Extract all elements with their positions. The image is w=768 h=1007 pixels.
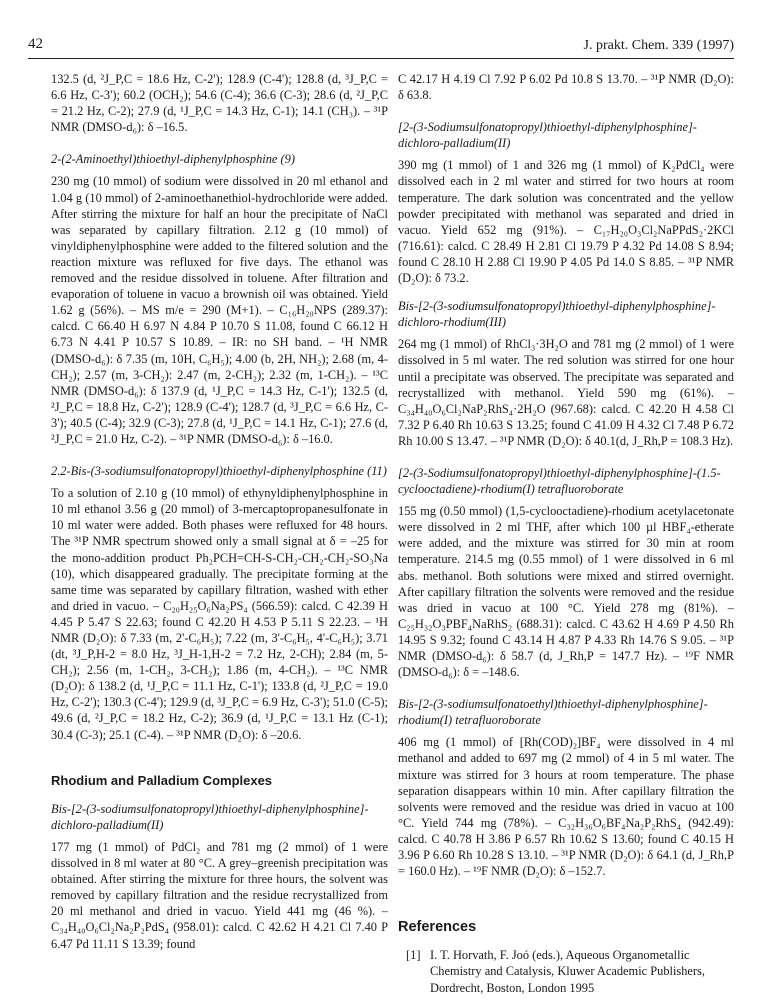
subsection-body: 177 mg (1 mmol) of PdCl₂ and 781 mg (2 mmol) of 1 were dissolved in 8 ml water at 80 °C. A grey–greenish precipitation was obtained. After stirring the mixture for three hours, the solvent was removed by capillary filtration and the residue recrystallized from 20 ml methanol and dried in vacuo. Yield 441 mg (46 %). – C₃₄H₄₀O₆Cl₂Na₂P₂PdS₄ (958.01): calcd. C 42.62 H 4.21 Cl 7.40 P 6.47 Pd 11.11 S 13.39; found	[51, 839, 388, 951]
running-title: J. prakt. Chem. 339 (1997)	[583, 38, 734, 53]
reference-text: I. T. Horvath, F. Joó (eds.), Aqueous Organometallic Chemistry and Catalysis, Kluwer Academic Publishers, Dordrecht, Boston, London 1995	[430, 948, 705, 995]
subsection-body: 264 mg (1 mmol) of RhCl₃·3H₂O and 781 mg (2 mmol) of 1 were dissolved in 5 ml water. The red solution was stirred for one hour until a precipitate was observed. The precipitate was separated and recrystallized with methanol. Yield 590 mg (61%). – C₃₄H₄₀O₆Cl₂NaP₂RhS₄·2H₂O (967.68): calcd. C 42.20 H 4.58 Cl 7.32 P 6.40 Rh 10.63 S 13.25; found C 41.09 H 4.32 Cl 7.48 P 6.72 Rh 10.00 S 13.47. – ³¹P NMR (D₂O): δ 40.1(d, J_Rh,P = 108.3 Hz).	[398, 337, 734, 448]
subsection-title: 2-(2-Aminoethyl)thioethyl-diphenylphosphine (9)	[51, 152, 295, 167]
continued-paragraph: C 42.17 H 4.19 Cl 7.92 P 6.02 Pd 10.8 S 13.70. – ³¹P NMR (D₂O): δ 63.8.	[398, 72, 734, 103]
subsection-title: [2-(3-Sodiumsulfonatopropyl)thioethyl-diphenylphosphine]-dichloro-palladium(II)	[398, 120, 697, 151]
page-number: 42	[28, 36, 43, 52]
reference-number: [1]	[406, 948, 421, 963]
right-column	[398, 71, 734, 996]
section-heading: Rhodium and Palladium Complexes	[51, 772, 273, 788]
left-column	[51, 71, 388, 952]
subsection-title: [2-(3-Sodiumsulfonatopropyl)thioethyl-diphenylphosphine]-(1.5-cyclooctadiene)-rhodium(I) tetrafluoroborate	[398, 465, 721, 497]
references-heading: References	[398, 919, 477, 936]
subsection-body: To a solution of 2.10 g (10 mmol) of ethynyldiphenylphosphine in 10 ml ethanol 3.56 g (20 mmol) of 3-mercaptopropanesulfonate in 10 ml water were added. Both phases were refluxed for 48 hours. The ³¹P NMR spectrum showed only a small signal at δ = –25 for the mono-addition product Ph₂PCH=CH-S-CH₂-CH₂-CH₂-SO₃Na (10), which disappeared gradually. The precipitate forming at the same time was separated by capillary filtration, washed with ether and dried in vacuo. – C₂₀H₂₅O₆Na₂PS₄ (566.59): calcd. C 42.39 H 4.45 P 5.47 S 22.63; found C 42.20 H 4.53 P 5.11 S 22.23. – ¹H NMR (D₂O): δ 7.33 (m, 2'-C₆H₅); 7.22 (m, 3'-C₆H₅, 4'-C₆H₅); 3.71 (dt, ³J_P,H-2 = 8.0 Hz, ³J_H-1,H-2 = 7.2 Hz, 2-CH); 2.84 (m, 5-CH₂); 2.56 (m, 1-CH₂, 3-CH₂); 1.86 (m, 4-CH₂). – ¹³C NMR (D₂O): δ 138.2 (d, ¹J_P,C = 11.1 Hz, C-1'); 133.8 (d, ²J_P,C = 19.0 Hz, C-2'); 130.3 (C-4'); 129.9 (d, ³J_P,C = 6.9 Hz, C-3'); 51.0 (C-5); 49.6 (d, ²J_P,C = 18.2 Hz, C-2); 36.9 (d, ¹J_P,C = 13.1 Hz (C-1); 30.4 (C-3); 25.1 (C-4). – ³¹P NMR (D₂O): δ –20.6.	[51, 486, 388, 742]
header-rule	[28, 58, 734, 59]
subsection-body: 406 mg (1 mmol) of [Rh(COD)₂]BF₄ were dissolved in 4 ml methanol and added to 697 mg (2 mmol) of 4 in 5 ml water. The mixture was stirred for 3 hours at room temperature. The phase separation disappears within 10 min. After capillary filtration the solvents were removed and the residue was dried in vacuo at 100 °C. Yield 744 mg (78%). – C₃₂H₃₆O₆BF₄Na₂P₂RhS₄ (942.49): calcd. C 40.78 H 3.86 P 6.57 Rh 10.62 S 13.60; found C 40.15 H 3.96 P 6.60 Rh 10.28 S 13.10. – ³¹P NMR (D₂O): δ 64.1 (d, J_Rh,P = 160.0 Hz). – ¹⁹F NMR (D₂O): δ –152.7.	[398, 735, 734, 879]
reference-item	[398, 947, 734, 995]
subsection-body: 230 mg (10 mmol) of sodium were dissolved in 20 ml ethanol and 1.04 g (10 mmol) of 2-aminoethanethiol-hydrochloride were added. After stirring the mixture for half an hour the precipitate of NaCl was separated by capillary filtration. 2.12 g (10 mmol) of vinyldiphenylphosphine were added to the filtered solution and the reaction mixture was refluxed for five days. The ethanol was removed and the residue dissolved in toluene. After filtration and evaporation of toluene in vacuo a brownish oil was obtained. Yield 1.62 g (56%). – MS m/e = 290 (M+1). – C₁₆H₂₀NPS (289.37): calcd. C 66.40 H 6.97 N 4.84 P 10.70 S 11.08, found C 66.12 H 6.73 N 4.41 P 10.57 S 10.89. – IR: no SH band. – ¹H NMR (DMSO-d₆): δ 7.35 (m, 10H, C₆H₅); 4.00 (b, 2H, NH₂); 2.68 (m, 4-CH₂); 2.57 (m, 3-CH₂): 2.47 (m, 2-CH₂); 2.32 (m, 1-CH₂). – ¹³C NMR (DMSO-d₆): δ 137.9 (d, ¹J_P,C = 14.3 Hz, C-1'); 132.5 (d, ²J_P,C = 18.8 Hz, C-2'); 128.9 (C-4'); 128.7 (d, ³J_P,C = 6.6 Hz, C-3'); 40.5 (C-4); 32.9 (C-3); 27.8 (d, ¹J_P,C = 14.1 Hz, C-1); 27.6 (d, ²J_P,C = 21.0 Hz, C-2). – ³¹P NMR (DMSO-d₆): δ –16.0.	[51, 174, 388, 446]
subsection-title: Bis-[2-(3-sodiumsulfonatopropyl)thioethyl-diphenylphosphine]-dichloro-palladium(II)	[51, 801, 369, 832]
continued-paragraph: 132.5 (d, ²J_P,C = 18.6 Hz, C-2'); 128.9 (C-4'); 128.8 (d, ³J_P,C = 6.6 Hz, C-3'); 60.2 (OCH₂); 54.6 (C-4); 36.6 (C-3); 28.6 (d, ²J_P,C = 21.2 Hz, C-2); 27.9 (d, ¹J_P,C = 14.3 Hz, C-1); 14.1 (CH₃). – ³¹P NMR (DMSO-d₆): δ –16.5.	[51, 72, 388, 135]
subsection-body: 390 mg (1 mmol) of 1 and 326 mg (1 mmol) of K₂PdCl₄ were dissolved each in 2 ml water and stirred for two hours at room temperature. The dark solution was concentrated and the yellow powder precipitated with methanol was separated and dried in vacuo. Yield 652 mg (91%). – C₁₇H₂₀O₃Cl₂NaPPdS₂·2KCl (716.61): calcd. C 28.49 H 2.81 Cl 19.79 P 4.32 Pd 14.08 S 8.94; found C 28.10 H 2.88 Cl 19.90 P 4.05 Pd 14.0 S 8.85. – ³¹P NMR (D₂O): δ 73.2.	[398, 158, 734, 286]
subsection-body: 155 mg (0.50 mmol) (1,5-cyclooctadiene)-rhodium acetylacetonate were dissolved in 2 ml THF, after which 100 µl HBF₄-etherate were added, and the mixture was stirred for 30 min at room temperature. 214.5 mg (0.55 mmol) of 1 were dissolved in 6 ml abs. methanol. Both solutions were mixed and stirred overnight. After capillary filtration the solvents were removed and the residue was dried in vacuo at 100 °C. Yield 278 mg (81%). – C₂₅H₃₂O₃PBF₄NaRhS₂ (688.31): calcd. C 43.62 H 4.69 P 4.50 Rh 14.95 S 9.32; found C 43.14 H 4.87 P 4.33 Rh 14.76 S 9.05. – ³¹P NMR (DMSO-d₆): δ 58.7 (d, J_Rh,P = 147.7 Hz). – ¹⁹F NMR (DMSO-d₆): δ = –148.6.	[398, 504, 734, 680]
subsection-title: Bis-[2-(3-sodiumsulfonatopropyl)thioethyl-diphenylphosphine]-dichloro-rhodium(III)	[398, 299, 716, 330]
subsection-title: Bis-[2-(3-sodiumsulfonatoethyl)thioethyl-diphenylphosphine]-rhodium(I) tetrafluoroborate	[398, 697, 708, 728]
subsection-title: 2.2-Bis-(3-sodiumsulfonatopropyl)thioethyl-diphenylphosphine (11)	[51, 464, 387, 479]
